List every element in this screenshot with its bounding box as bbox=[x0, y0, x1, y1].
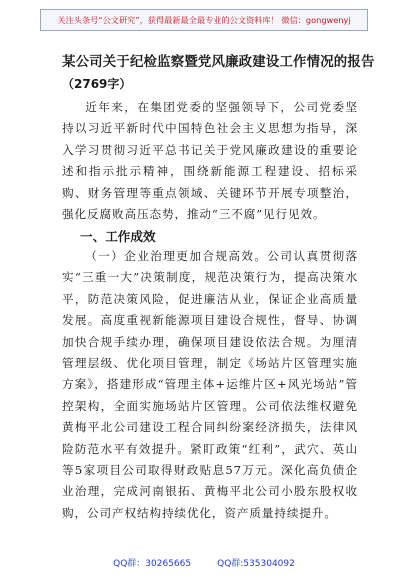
document-title: 某公司关于纪检监察暨党风廉政建设工作情况的报告 bbox=[62, 55, 375, 70]
footer bbox=[0, 552, 408, 572]
word-count: （2769字） bbox=[62, 77, 132, 91]
section-paragraph: （一）企业治理更加合规高效。公司认真贯彻落实“三重一大”决策制度，规范决策行为，提高决策水平，防范决策风险，促进廉洁从业，保证企业高质量发展。高度重视新能源项目建设合规性，督导、协调加快合规手续办理，确保项目建设依法合规。为厘清管理层级、优化项目管理，制定《场站片区管理实施方案》，搭建形成“管理主体+运维片区+风光场站”管控架构，全面实施场站片区管理。公司依法维权避免黄梅平北公司建设工程合同纠纷案经济损失，法律风险防范水平有效提升。紧盯政策“红利”，武穴、英山等5家项目公司取得财政贴息57万元。深化高负债企业治理，完成河南银拓、黄梅平北公司小股东股权收购，公司产权结构持续优化，资产质量持续提升。 bbox=[62, 249, 358, 520]
footer-qq-group-2: QQ群:535304092 bbox=[217, 558, 295, 569]
intro-paragraph: 近年来，在集团党委的坚强领导下，公司党委坚持以习近平新时代中国特色社会主义思想为指导，深入学习贯彻习近平总书记关于党风廉政建设的重要论述和指示批示精神，围绕新能源工程建设、招标采购、财务管理等重点领域、关键环节开展专项整治，强化反腐败高压态势，推动“三不腐”见行见效。 bbox=[62, 100, 358, 222]
footer-qq-group-1: QQ群：30265665 bbox=[113, 558, 192, 569]
promo-banner bbox=[40, 9, 368, 31]
section-heading: 一、工作成效 bbox=[80, 229, 156, 244]
promo-banner-text: 关注头条号“公文研究”，获得最新最全最专业的公文资料库！ 微信：gongwenyj bbox=[57, 14, 351, 25]
